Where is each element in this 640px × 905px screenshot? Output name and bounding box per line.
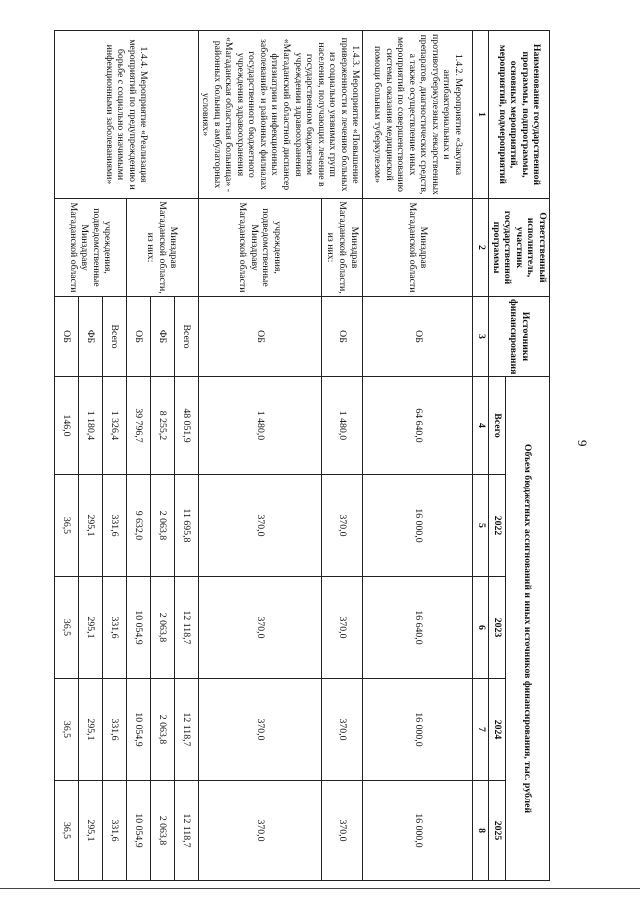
- row-144-ob-2024: 10 054,9: [126, 679, 150, 781]
- colnum-4: 4: [473, 377, 489, 475]
- row-142-executor: Минздрав Магаданской области: [363, 199, 473, 297]
- header-row: [506, 31, 550, 881]
- colnum-7: 7: [473, 679, 489, 781]
- row-144-fb-2023: 2 063,8: [150, 577, 174, 679]
- row-144-b-ob-2022: 36,5: [54, 475, 78, 577]
- row-143-b-2024: 370,0: [198, 679, 322, 781]
- row-144-fb-2022: 2 063,8: [150, 475, 174, 577]
- row-144-total-2024: 12 118,7: [174, 679, 198, 781]
- row-143-a-2023: 370,0: [322, 577, 363, 679]
- row-143-b-2023: 370,0: [198, 577, 322, 679]
- row-144-b-total-total: 1 326,4: [102, 377, 126, 475]
- row-144-b-total-2022: 331,6: [102, 475, 126, 577]
- table-row: [174, 31, 198, 881]
- row-144-ob-total: 39 796,7: [126, 377, 150, 475]
- header-executor: Ответственный исполнитель, участник государственной программы: [489, 199, 550, 297]
- column-numbers-row: [473, 31, 489, 881]
- row-144-total-2023: 12 118,7: [174, 577, 198, 679]
- row-143-executor-a: Минздрав Магаданской области, из них:: [322, 199, 363, 297]
- header-year-2024: 2024: [489, 679, 506, 781]
- colnum-3: 3: [473, 297, 489, 377]
- row-144-b-ob-total: 146,0: [54, 377, 78, 475]
- row-143-executor-b: учреждения, подведомственные Минздраву Магаданской области: [198, 199, 322, 297]
- row-144-b-total-2024: 331,6: [102, 679, 126, 781]
- colnum-2: 2: [473, 199, 489, 297]
- row-142-2022: 16 000,0: [363, 475, 473, 577]
- row-144-src-total: Всего: [174, 297, 198, 377]
- row-143-b-2025: 370,0: [198, 781, 322, 881]
- row-143-name: 1.4.3. Мероприятие «Повышение приверженности к лечению больных из социально уязвимых групп населения, получающих лечение в государственном бюджетном учреждении здравоохранения «Магаданский областной диспансер фтизиатрии и инфекционных заболеваний» и районных филиалах государственного бюджетного учреждения здравоохранения «Магаданская областная больница» - районных больниц в амбулаторных условиях»: [198, 31, 363, 199]
- header-sources: Источники финансирования: [489, 297, 550, 377]
- row-142-2023: 16 640,0: [363, 577, 473, 679]
- budget-table-rotated: [60, 30, 550, 880]
- budget-table: [54, 30, 550, 881]
- row-144-total-2025: 12 118,7: [174, 781, 198, 881]
- header-name: Наименование государственной программы, подпрограммы, основных мероприятий, мероприятий, подмероприятий: [489, 31, 550, 199]
- row-144-b-total-2023: 331,6: [102, 577, 126, 679]
- row-144-name: 1.4.4. Мероприятие «Реализация мероприятий по предупреждению и борьбе с социально значимыми инфекционными заболеваниями»: [54, 31, 198, 199]
- row-144-b-ob-2023: 36,5: [54, 577, 78, 679]
- row-144-src-fb: ФБ: [150, 297, 174, 377]
- row-144-ob-2022: 9 632,0: [126, 475, 150, 577]
- table-row: [363, 31, 473, 881]
- row-143-a-2022: 370,0: [322, 475, 363, 577]
- row-143-b-total: 1 480,0: [198, 377, 322, 475]
- row-144-total-2022: 11 695,8: [174, 475, 198, 577]
- page-number: 9: [575, 440, 590, 447]
- row-144-b-ob-2024: 36,5: [54, 679, 78, 781]
- row-144-b-fb-2025: 295,1: [78, 781, 102, 881]
- row-143-b-2022: 370,0: [198, 475, 322, 577]
- row-144-b-fb-2022: 295,1: [78, 475, 102, 577]
- colnum-5: 5: [473, 475, 489, 577]
- row-143-a-2025: 370,0: [322, 781, 363, 881]
- row-144-total-total: 48 051,9: [174, 377, 198, 475]
- colnum-1: 1: [473, 31, 489, 199]
- row-144-ob-2025: 10 054,9: [126, 781, 150, 881]
- colnum-8: 8: [473, 781, 489, 881]
- row-142-total: 64 640,0: [363, 377, 473, 475]
- row-144-b-fb-total: 1 180,4: [78, 377, 102, 475]
- row-143-a-total: 1 480,0: [322, 377, 363, 475]
- row-143-a-2024: 370,0: [322, 679, 363, 781]
- row-144-src-ob: ОБ: [126, 297, 150, 377]
- row-144-b-fb-2024: 295,1: [78, 679, 102, 781]
- row-142-2025: 16 000,0: [363, 781, 473, 881]
- row-144-executor-b: учреждения, подведомственные Минздраву Магаданской области: [54, 199, 126, 297]
- header-year-2022: 2022: [489, 475, 506, 577]
- row-142-source: ОБ: [363, 297, 473, 377]
- row-144-b-total-2025: 331,6: [102, 781, 126, 881]
- row-144-fb-total: 8 255,2: [150, 377, 174, 475]
- header-year-2023: 2023: [489, 577, 506, 679]
- row-142-2024: 16 000,0: [363, 679, 473, 781]
- row-144-b-src-total: Всего: [102, 297, 126, 377]
- row-144-b-src-fb: ФБ: [78, 297, 102, 377]
- row-143-source-b: ОБ: [198, 297, 322, 377]
- colnum-6: 6: [473, 577, 489, 679]
- row-142-name: 1.4.2. Мероприятие «Закупка антибактериальных и противотуберкулезных лекарственных препаратов, диагностических средств, а также осуществление иных мероприятий по совершенствованию системы оказания медицинской помощи больным туберкулезом»: [363, 31, 473, 199]
- table-row: [322, 31, 363, 881]
- bottom-rule: [0, 888, 640, 889]
- row-144-ob-2023: 10 054,9: [126, 577, 150, 679]
- row-144-b-fb-2023: 295,1: [78, 577, 102, 679]
- row-144-b-src-ob: ОБ: [54, 297, 78, 377]
- row-143-source-a: ОБ: [322, 297, 363, 377]
- row-144-fb-2024: 2 063,8: [150, 679, 174, 781]
- header-volume: Объем бюджетных ассигнований и иных источников финансирования, тыс. рублей: [506, 377, 550, 881]
- row-144-executor-a: Минздрав Магаданской области, из них:: [126, 199, 198, 297]
- row-144-b-ob-2025: 36,5: [54, 781, 78, 881]
- header-year-total: Всего: [489, 377, 506, 475]
- row-144-fb-2025: 2 063,8: [150, 781, 174, 881]
- header-year-2025: 2025: [489, 781, 506, 881]
